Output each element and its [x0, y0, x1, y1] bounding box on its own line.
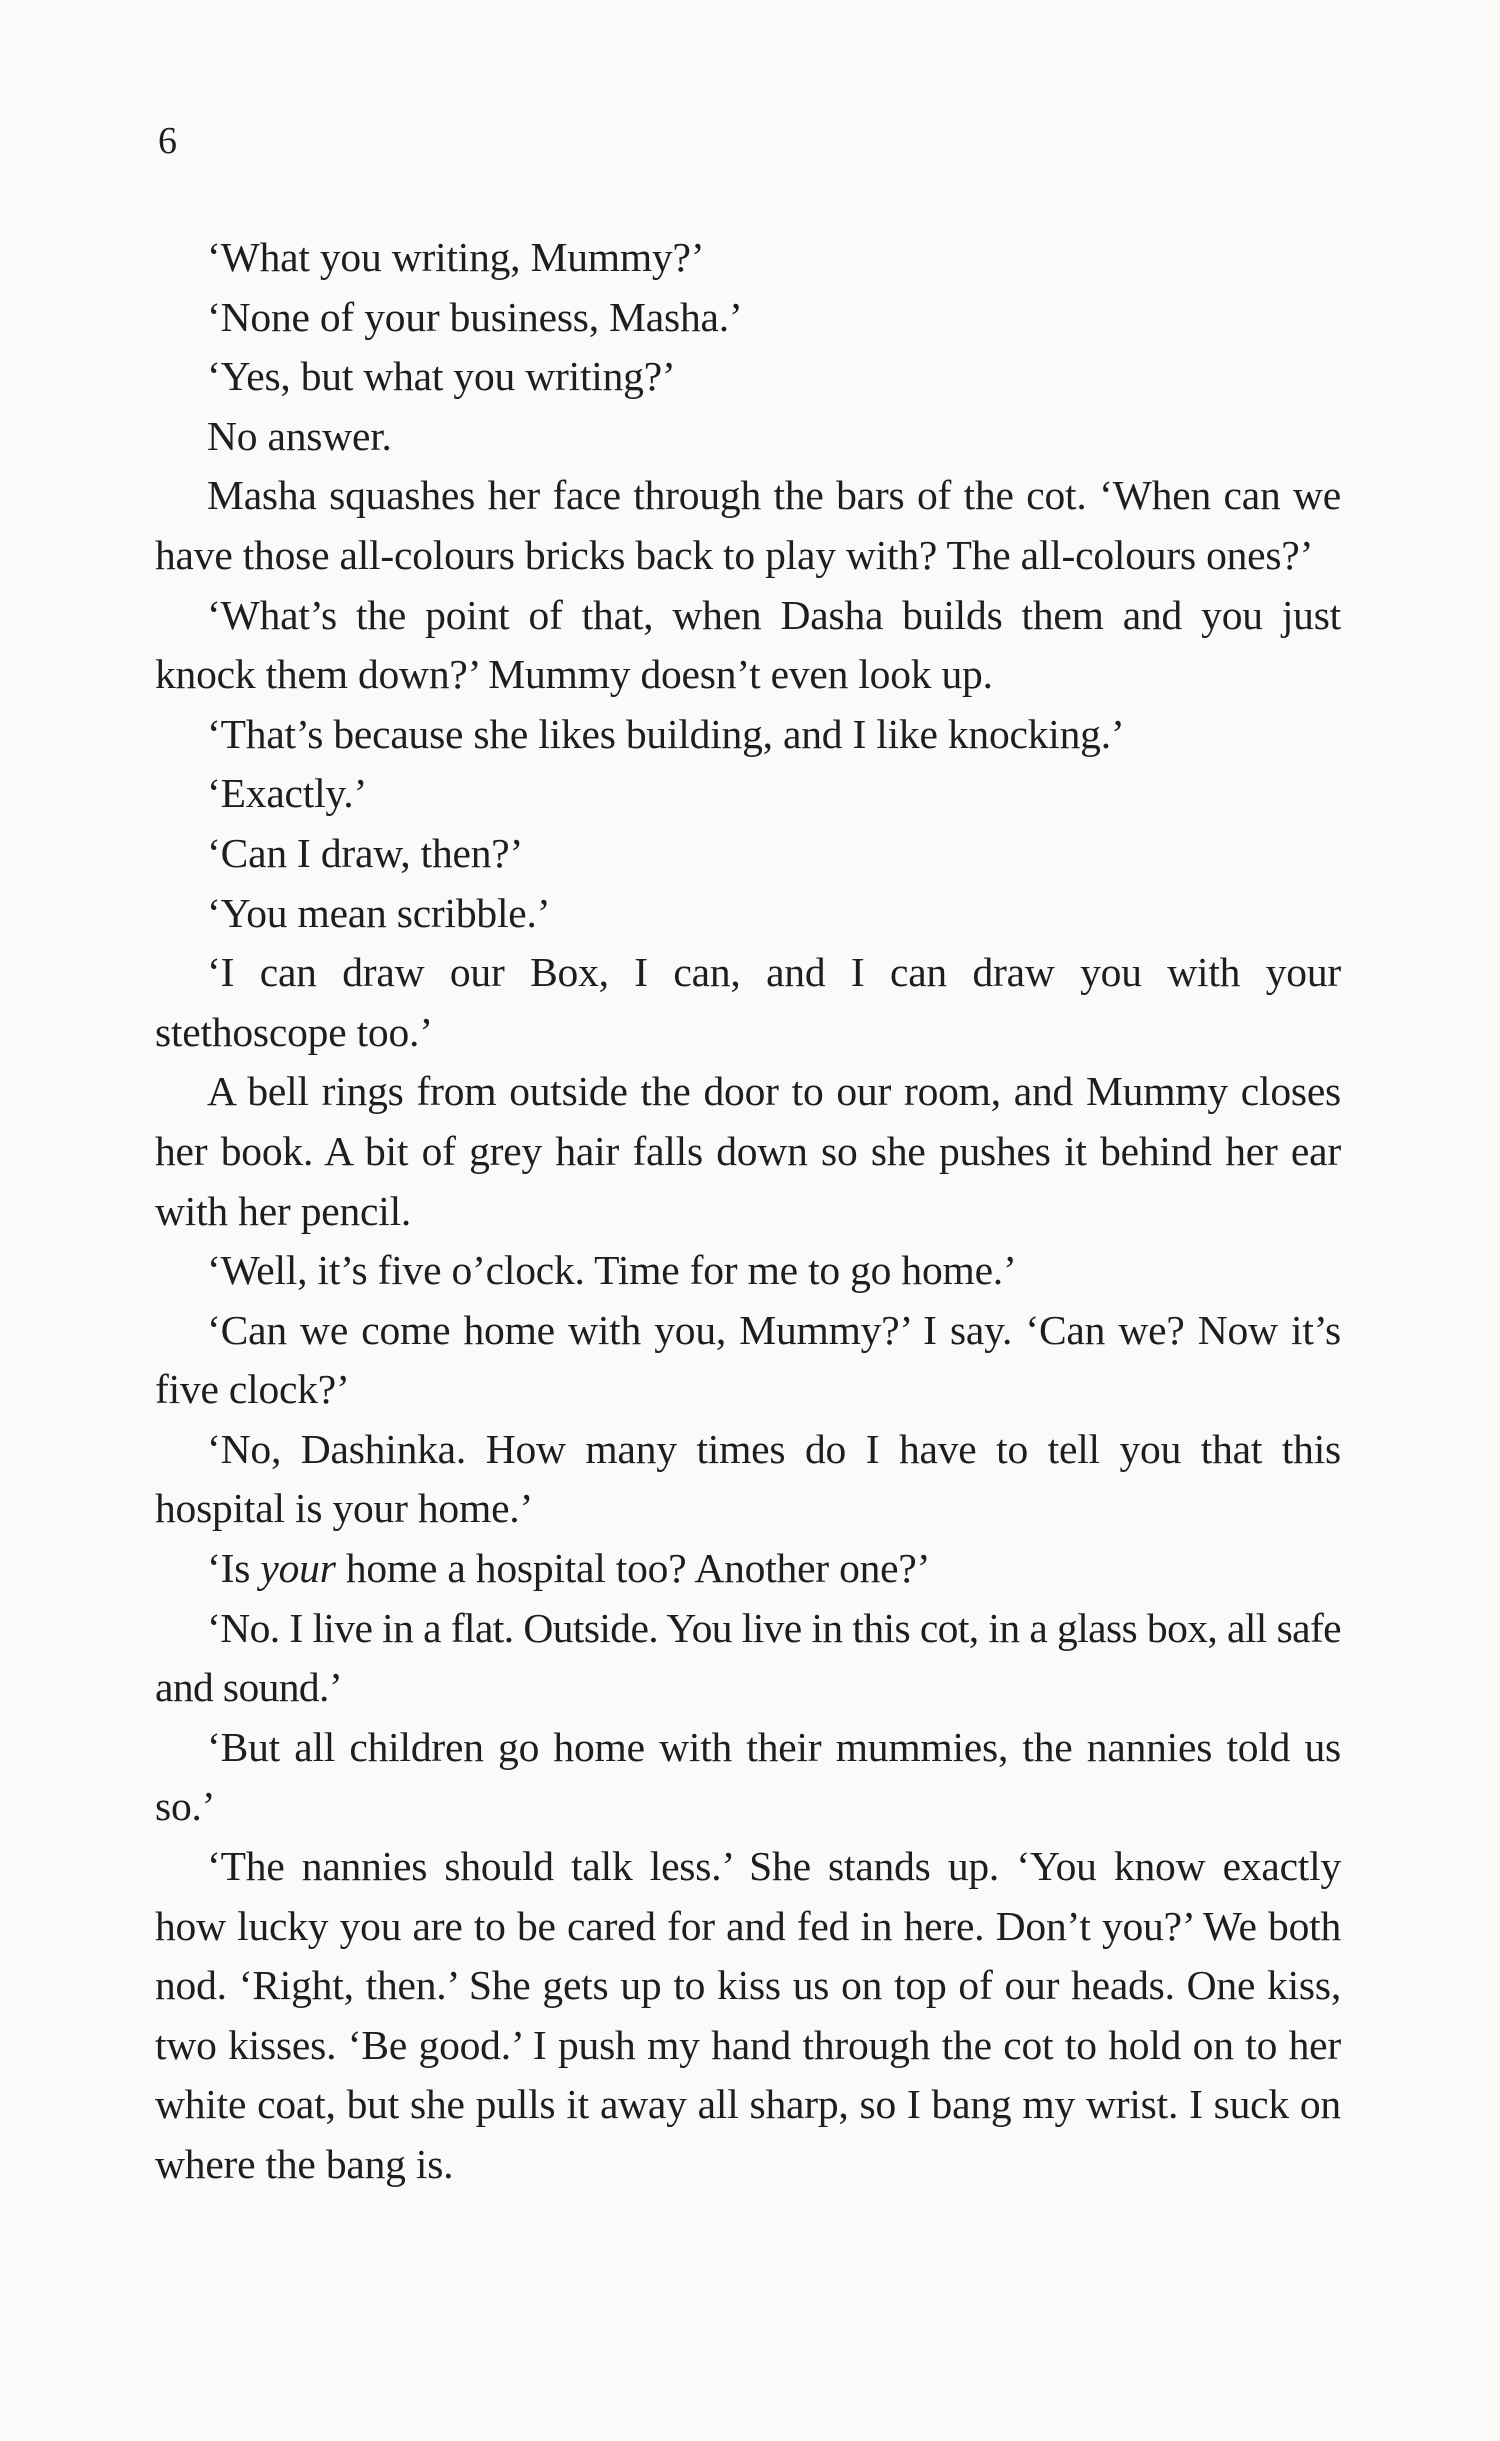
paragraph: ‘Can I draw, then?’ [207, 829, 524, 876]
paragraph: ‘What you writing, Mummy?’ [207, 234, 705, 280]
paragraph: ‘But all children go home with their mummies, the nannies told us so.’ [155, 1723, 1341, 1830]
paragraph: A bell rings from outside the door to our room, and Mummy closes her book. A bit of grey hair falls down so she pushes it behind her ear with her pencil. [155, 1068, 1341, 1234]
paragraph: No answer. [207, 412, 392, 459]
paragraph: ‘Can we come home with you, Mummy?’ I say. ‘Can we? Now it’s five clock?’ [155, 1306, 1341, 1413]
paragraph: ‘No. I live in a flat. Outside. You live in this cot, in a glass box, all safe and sound.’ [155, 1604, 1341, 1711]
italic-emphasis: your [260, 1545, 336, 1592]
paragraph: ‘Yes, but what you writing?’ [207, 353, 676, 400]
paragraph: ‘None of your business, Masha.’ [207, 293, 743, 340]
paragraph: ‘No, Dashinka. How many times do I have to tell you that this hospital is your home.’ [155, 1425, 1341, 1532]
paragraph: ‘Well, it’s five o’clock. Time for me to go home.’ [207, 1247, 1017, 1294]
paragraph: ‘The nannies should talk less.’ She stands up. ‘You know exactly how lucky you are to be cared for and fed in here. Don’t you?’ We both nod. ‘Right, then.’ She gets up to kiss us on top of our heads. One kiss, two kisses. ‘Be good.’ I push my hand through the cot to hold on to her white coat, but she pulls it away all sharp, so I bang my wrist. I suck on where the bang is. [155, 1843, 1341, 2187]
paragraph: ‘That’s because she likes building, and I like knocking.’ [207, 710, 1125, 757]
paragraph-with-italic [155, 1539, 1341, 1599]
paragraph: ‘Exactly.’ [207, 770, 368, 817]
paragraph: ‘I can draw our Box, I can, and I can draw you with your stethoscope too.’ [155, 949, 1341, 1055]
paragraph-text: home a hospital too? Another one?’ [335, 1545, 931, 1592]
page-number: 6 [158, 120, 177, 162]
paragraph: Masha squashes her face through the bars of the cot. ‘When can we have those all-colours bricks back to play with? The all-colours ones?’ [155, 472, 1341, 578]
body-text [155, 228, 1341, 2195]
paragraph: ‘What’s the point of that, when Dasha builds them and you just knock them down?’ Mummy doesn’t even look up. [155, 591, 1341, 698]
paragraph: ‘You mean scribble.’ [207, 889, 551, 936]
paragraph-text: ‘Is [207, 1545, 261, 1592]
